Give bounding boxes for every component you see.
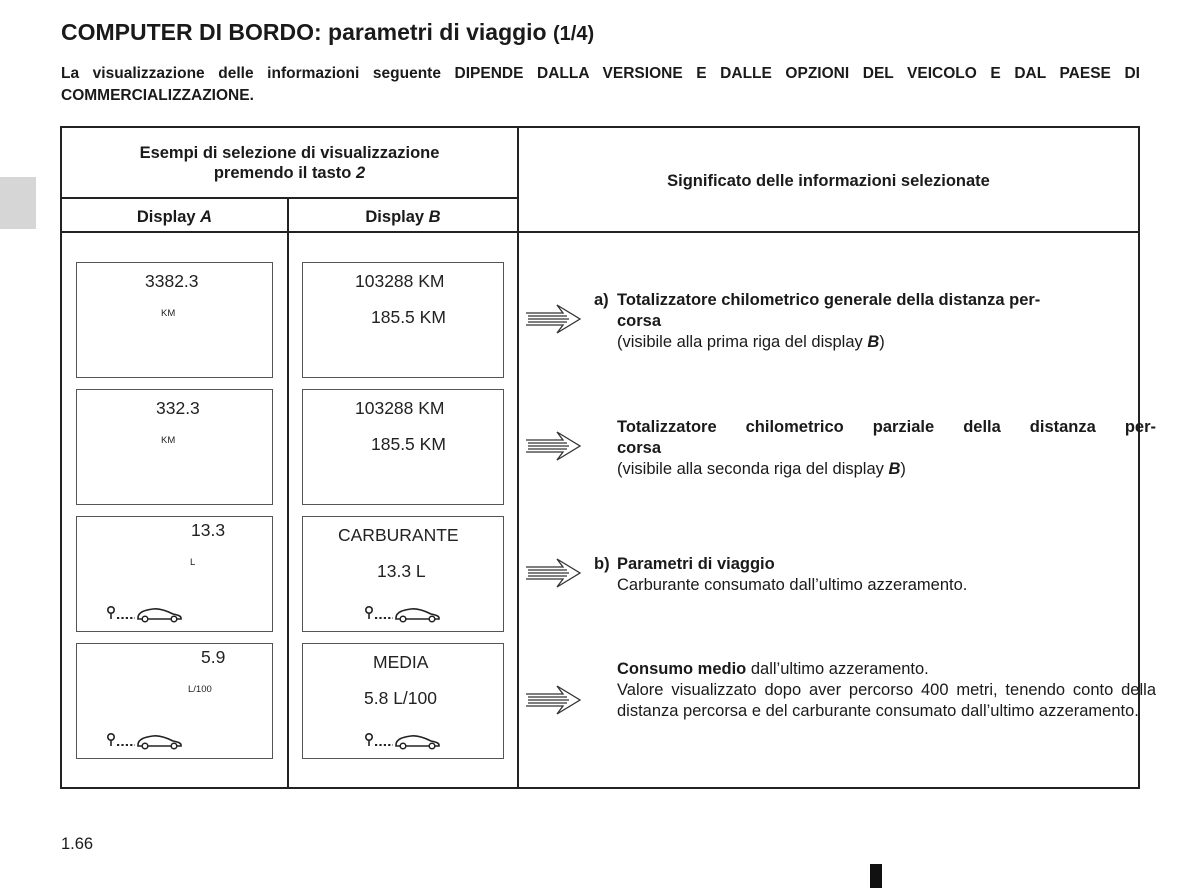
header-examples-line1: Esempi di selezione di visualizzazione (139, 144, 440, 162)
description-heading-rest: dall’ultimo azzeramento. (746, 660, 929, 678)
header-display-b-label: Display (365, 208, 429, 226)
arrow-right-icon (523, 683, 583, 717)
display-a-unit: L/100 (188, 684, 212, 695)
arrow-right-icon (523, 429, 583, 463)
display-b-screen (302, 389, 504, 505)
header-examples-line2 (62, 163, 517, 183)
header-examples-key: 2 (355, 164, 366, 182)
description-heading: Totalizzatore chilometrico parziale della distanza per- (617, 418, 1156, 436)
trip-car-icon (363, 603, 441, 623)
display-a-value: 13.3 (191, 520, 226, 540)
trip-car-icon (105, 603, 183, 623)
display-a-value: 3382.3 (145, 271, 199, 291)
description-note-key: B (867, 333, 880, 351)
display-a-value: 5.9 (201, 647, 226, 667)
description-note-key: B (888, 460, 901, 478)
description-note-end: ) (900, 460, 906, 478)
description-text: Valore visualizzato dopo aver percorso 400 metri, tenendo conto della distanza percorsa e del carburante consumato dall’ultimo azzeramento. (617, 681, 1156, 720)
header-examples-text: premendo il tasto (213, 164, 356, 182)
header-display-b (289, 207, 517, 227)
display-a-screen (76, 516, 273, 632)
description-label: b) (594, 555, 610, 573)
arrow-right-icon (523, 556, 583, 590)
description-note: (visibile alla seconda riga del display (617, 460, 889, 478)
header-display-a (62, 207, 287, 227)
page-edge-marker (870, 864, 882, 888)
display-b-line1: CARBURANTE (338, 525, 459, 545)
display-a-screen (76, 389, 273, 505)
page-title (61, 19, 594, 46)
display-b-line2: 13.3 L (377, 561, 426, 581)
display-a-screen (76, 262, 273, 378)
display-b-line2: 185.5 KM (371, 307, 446, 327)
description-odometer-total (594, 290, 1133, 353)
table-divider (287, 198, 289, 787)
description-average-consumption (594, 659, 1156, 722)
header-display-b-letter: B (428, 208, 441, 226)
intro-notice: La visualizzazione delle informazioni seguente DIPENDE DALLA VERSIONE E DALLE OPZIONI DEL VEICOLO E DAL PAESE DI COMMERCIALIZZAZIONE. (61, 65, 1140, 104)
display-b-screen (302, 262, 504, 378)
display-b-screen (302, 643, 504, 759)
display-a-screen (76, 643, 273, 759)
display-b-line2: 185.5 KM (371, 434, 446, 454)
page-title-suffix: (1/4) (553, 23, 595, 45)
header-display-a-letter: A (200, 208, 213, 226)
description-heading: Parametri di viaggio (617, 555, 775, 573)
header-meaning: Significato delle informazioni selezionate (667, 172, 990, 190)
page-title-text: COMPUTER DI BORDO: parametri di viaggio (61, 19, 547, 45)
description-text: Carburante consumato dall’ultimo azzeramento. (617, 576, 968, 594)
display-b-screen (302, 516, 504, 632)
trip-car-icon (105, 730, 183, 750)
description-label: a) (594, 291, 609, 309)
display-a-unit: KM (161, 308, 176, 319)
description-heading-cont: corsa (617, 439, 662, 457)
description-odometer-partial (594, 417, 1156, 480)
description-note-end: ) (879, 333, 885, 351)
table-divider (517, 126, 519, 787)
trip-car-icon (363, 730, 441, 750)
table-divider (60, 197, 519, 199)
display-b-line1: MEDIA (373, 652, 429, 672)
display-b-line1: 103288 KM (355, 271, 445, 291)
display-b-line1: 103288 KM (355, 398, 445, 418)
page-number: 1.66 (61, 835, 94, 853)
arrow-right-icon (523, 302, 583, 336)
display-b-line2: 5.8 L/100 (364, 688, 437, 708)
chapter-tab-marker (0, 177, 36, 229)
description-heading: Totalizzatore chilometrico generale della distanza per- (617, 291, 1041, 309)
description-trip-parameters (594, 554, 1133, 596)
display-a-value: 332.3 (156, 398, 200, 418)
header-examples (62, 143, 517, 183)
header-display-a-label: Display (136, 208, 201, 226)
description-note: (visibile alla prima riga del display (617, 333, 868, 351)
table-divider (60, 231, 1140, 233)
description-heading-cont: corsa (617, 312, 662, 330)
description-heading: Consumo medio (617, 660, 747, 678)
display-a-unit: L (190, 557, 196, 568)
display-a-unit: KM (161, 435, 176, 446)
